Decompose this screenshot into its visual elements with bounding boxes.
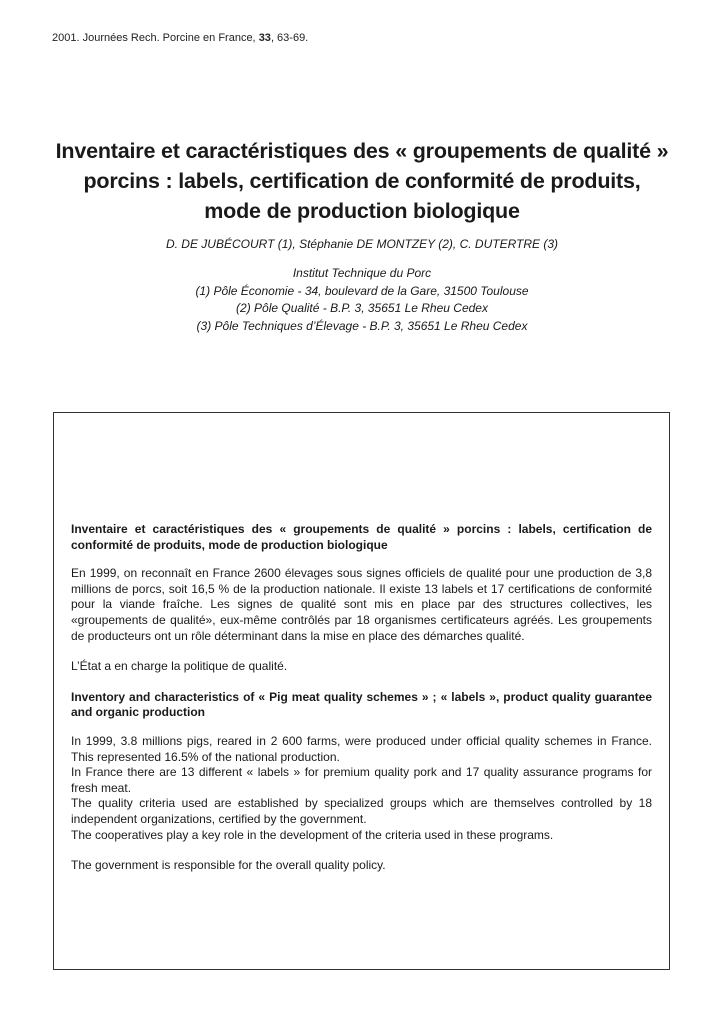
institute: Institut Technique du Porc (292, 266, 432, 280)
affiliation-1: (1) Pôle Économie - 34, boulevard de la Gare, 31500 Toulouse (195, 283, 529, 298)
abstract-en-line-1: In 1999, 3.8 millions pigs, reared in 2 600 farms, were produced under official quality schemes in France. This represented 16.5% of the national production. (71, 733, 652, 764)
authors: D. DE JUBÉCOURT (1), Stéphanie DE MONTZEY (2), C. DUTERTRE (3) (165, 237, 559, 251)
abstract-en-line-3: The quality criteria used are established by specialized groups which are themselves controlled by 18 independent organizations, certified by the government. (71, 796, 652, 826)
affiliation-2: (2) Pôle Qualité - B.P. 3, 35651 Le Rheu Cedex (236, 301, 488, 315)
paper-title (40, 136, 684, 226)
running-head-pages: , 63-69. (270, 32, 309, 44)
abstract-en-line-2: In France there are 13 different « labels » for premium quality pork and 17 quality assurance programs for fresh meat. (71, 765, 652, 795)
abstract-content (71, 522, 652, 889)
abstract-box (53, 412, 670, 970)
abstract-en-paragraph-2: The government is responsible for the overall quality policy. (71, 858, 386, 873)
title-line-3: mode de production biologique (204, 199, 520, 223)
running-head-volume: 33 (258, 32, 271, 44)
affiliation-3: (3) Pôle Techniques d’Élevage - B.P. 3, 35651 Le Rheu Cedex (196, 318, 528, 333)
abstract-en-paragraph-1 (71, 734, 652, 843)
abstract-en-heading: Inventory and characteristics of « Pig meat quality schemes » ; « labels », product quality guarantee and organic production (71, 689, 652, 720)
abstract-fr-heading: Inventaire et caractéristiques des « groupements de qualité » porcins : labels, certification de conformité de produits, mode de production biologique (71, 522, 652, 552)
abstract-en-line-4: The cooperatives play a key role in the development of the criteria used in these programs. (71, 827, 554, 842)
abstract-fr-paragraph-2: L’État a en charge la politique de qualité. (71, 659, 288, 674)
affiliations (40, 265, 684, 335)
running-head-citation: 2001. Journées Rech. Porcine en France, (52, 32, 256, 44)
title-line-2: porcins : labels, certification de conformité de produits, (83, 169, 641, 193)
abstract-fr-paragraph-1: En 1999, on reconnaît en France 2600 élevages sous signes officiels de qualité pour une production de 3,8 millions de porcs, soit 16,5 % de la production nationale. Il existe 13 labels et 17 certifications de conformité pour la viande fraîche. Les signes de qualité sont mis en place par des structures collectives, les «groupements de qualité», eux-même contrôlés par 18 organismes certificateurs agréés. Les groupements de producteurs ont un rôle déterminant dans la mise en place des démarches qualité. (71, 566, 652, 643)
running-head (52, 32, 308, 44)
title-line-1: Inventaire et caractéristiques des « groupements de qualité » (55, 139, 669, 163)
